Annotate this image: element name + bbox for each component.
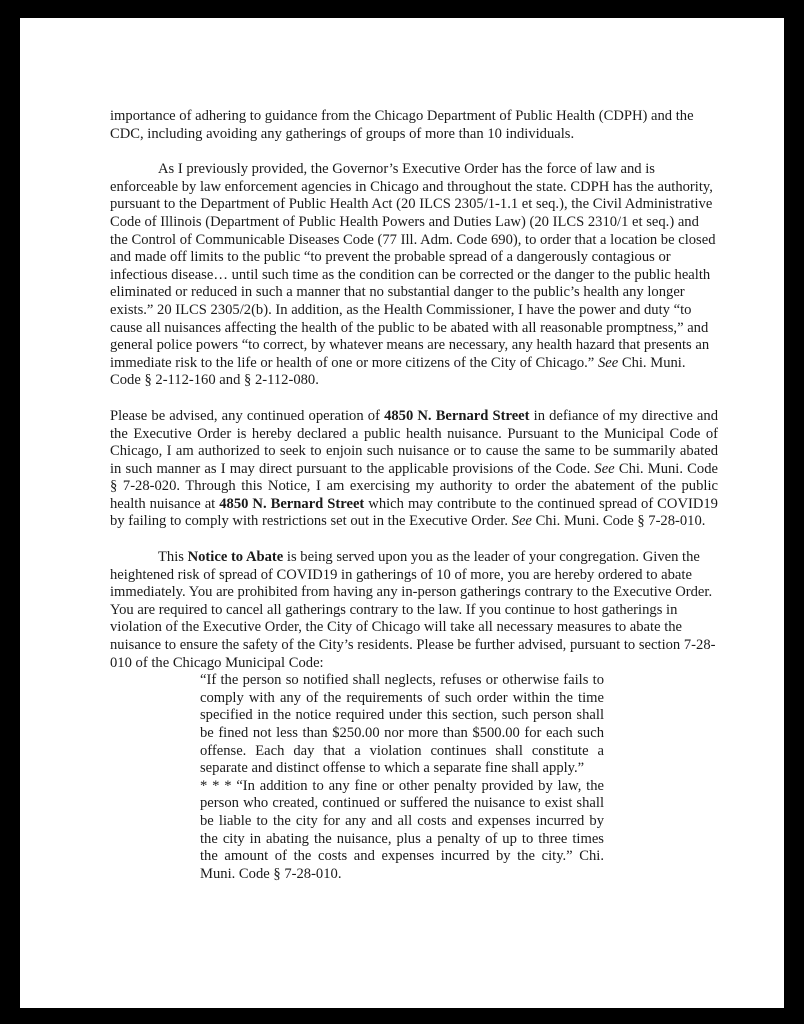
paragraph-cdph-guidance: importance of adhering to guidance from the Chicago Department of Public Health (CDPH) and the CDC, including avoiding any gatherings of groups of more than 10 individuals. — [110, 108, 694, 142]
paragraph-text: Please be advised, any continued operation of — [110, 407, 385, 424]
paragraph-text: This — [158, 549, 188, 566]
paragraph-text: As I previously provided, the Governor’s Executive Order has the force of law and is enforceable by law enforcement agencies in Chicago and throughout the state. CDPH has the authority, pursuant to the Department of Public Health Act (20 ILCS 2305/1-1.1 et seq.), the Civil Administrative Code of Illinois (Department of Public Health Powers and Duties Law) (20 ILCS 2310/1 et seq.) and the Control of Communicable Diseases Code (77 Ill. Adm. Code 690), to order that a location be closed and made off limits to the public “to prevent the probable spread of a dangerously contagious or infectious disease… until such time as the condition can be corrected or the danger to the public health eliminated or reduced in such a manner that no substantial danger to the public’s health any longer exists.” 20 ILCS 2305/2(b). In addition, as the Health Commissioner, I have the power and duty “to cause all nuisances affecting the health of the public to be abated with all reasonable promptness,” and general police powers “to correct, by whatever means are necessary, any health hazard that presents an immediate risk to the life or health of one or more citizens of the City of Chicago.” — [110, 161, 716, 371]
paragraph-notice-to-abate — [110, 549, 718, 672]
document-page — [20, 18, 784, 1008]
quote-penalty-provision: * * * “In addition to any fine or other penalty provided by law, the person who created, continued or suffered the nuisance to exist shall be liable to the city for any and all costs and expenses incurred by the city in abating the nuisance, plus a penalty of up to three times the amount of the costs and expenses incurred by the city.” Chi. Muni. Code § 7-28-010. — [200, 777, 604, 882]
citation-text: Chi. Muni. Code § 2-112-160 and § 2-112-080. — [110, 354, 686, 389]
citation-see: See — [511, 513, 532, 530]
citation-text: Chi. Muni. Code § 7-28-010. — [531, 513, 706, 530]
citation-see: See — [597, 354, 619, 371]
block-quote-municipal-code — [200, 672, 604, 883]
address-text: 4850 N. Bernard Street — [219, 495, 365, 512]
paragraph-text: in defiance of my directive and the Executive Order is hereby declared a public health nuisance. Pursuant to the Municipal Code of Chicago, I am authorized to seek to enjoin such nuisance or to cause the same to be summarily abated in such manner as I may direct pursuant to the applicable provisions of the Code. — [110, 407, 718, 477]
paragraph-text: Chi. Muni. Code § 7-28-020. Through this Notice, I am exercising my authority to order the abatement of the public health nuisance at — [110, 460, 718, 512]
notice-title: Notice to Abate — [187, 549, 284, 566]
paragraph-executive-order-authority — [110, 161, 718, 390]
paragraph-text: which may contribute to the continued spread of COVID19 by failing to comply with restrictions set out in the Executive Order. — [110, 495, 718, 530]
address-text: 4850 N. Bernard Street — [384, 407, 530, 424]
paragraph-text: is being served upon you as the leader of your congregation. Given the heightened risk of spread of COVID19 in gatherings of 10 of more, you are hereby ordered to abate immediately. You are prohibited from having any in-person gatherings contrary to the Executive Order. You are required to cancel all gatherings contrary to the law. If you continue to host gatherings in violation of the Executive Order, the City of Chicago will take all necessary measures to abate the nuisance to ensure the safety of the City’s residents. Please be further advised, pursuant to section 7-28-010 of the Chicago Municipal Code: — [110, 549, 716, 671]
quote-fine-provision: “If the person so notified shall neglects, refuses or otherwise fails to comply with any of the requirements of such order within the time specified in the notice required under this section, such person shall be fined not less than $250.00 nor more than $500.00 for each such offense. Each day that a violation continues shall constitute a separate and distinct offense to which a separate fine shall apply.” — [200, 672, 604, 777]
paragraph-nuisance-declaration — [110, 408, 718, 531]
document-body — [110, 108, 718, 883]
citation-see: See — [594, 460, 615, 477]
